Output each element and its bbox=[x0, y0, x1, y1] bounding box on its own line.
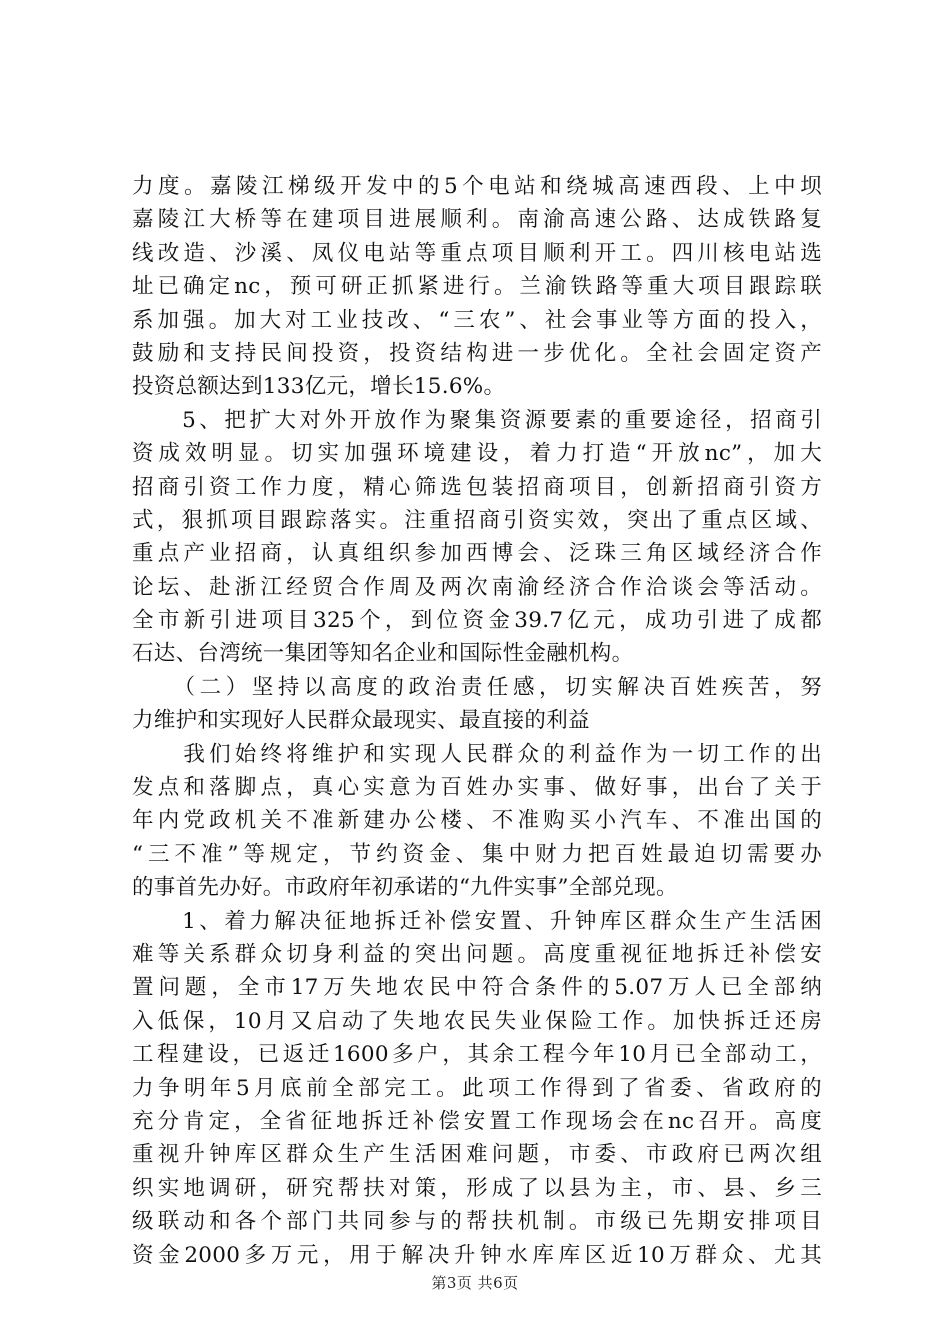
text-line: 织实地调研，研究帮扶对策，形成了以县为主，市、县、乡三 bbox=[132, 1175, 822, 1201]
text-line: 的事首先办好。市政府年初承诺的“九件实事”全部兑现。 bbox=[132, 875, 678, 901]
text-line: 置问题，全市17万失地农民中符合条件的5.07万人已全部纳 bbox=[132, 975, 822, 1001]
text-line: 难等关系群众切身利益的突出问题。高度重视征地拆迁补偿安 bbox=[132, 941, 822, 967]
text-line: 址已确定nc，预可研正抓紧进行。兰渝铁路等重大项目跟踪联 bbox=[132, 274, 822, 300]
text-line: 入低保，10月又启动了失地农民失业保险工作。加快拆迁还房 bbox=[132, 1008, 822, 1034]
text-line: 招商引资工作力度，精心筛选包装招商项目，创新招商引资方 bbox=[132, 474, 822, 500]
text-line: 重视升钟库区群众生产生活困难问题，市委、市政府已两次组 bbox=[132, 1142, 822, 1168]
text-line: 石达、台湾统一集团等知名企业和国际性金融机构。 bbox=[132, 641, 634, 667]
text-line: 嘉陵江大桥等在建项目进展顺利。南渝高速公路、达成铁路复 bbox=[132, 207, 822, 233]
text-line: 发点和落脚点，真心实意为百姓办实事、做好事，出台了关于 bbox=[132, 775, 822, 801]
page-number-footer: 第3页 共6页 bbox=[431, 1274, 519, 1292]
text-line: “三不准”等规定，节约资金、集中财力把百姓最迫切需要办 bbox=[132, 841, 822, 867]
text-line: 级联动和各个部门共同参与的帮扶机制。市级已先期安排项目 bbox=[132, 1209, 822, 1235]
text-line: 资成效明显。切实加强环境建设，着力打造“开放nc”，加大 bbox=[132, 441, 822, 467]
text-line: 1、着力解决征地拆迁补偿安置、升钟库区群众生产生活困 bbox=[132, 908, 822, 934]
text-line: 重点产业招商，认真组织参加西博会、泛珠三角区域经济合作 bbox=[132, 541, 822, 567]
document-body bbox=[132, 170, 822, 1272]
text-line: 全市新引进项目325个，到位资金39.7亿元，成功引进了成都 bbox=[132, 608, 822, 634]
text-line: 系加强。加大对工业技改、“三农”、社会事业等方面的投入， bbox=[132, 307, 822, 333]
text-line: 线改造、沙溪、凤仪电站等重点项目顺利开工。四川核电站选 bbox=[132, 240, 822, 266]
text-line: 资金2000多万元，用于解决升钟水库库区近10万群众、尤其 bbox=[132, 1242, 822, 1268]
text-line: 力度。嘉陵江梯级开发中的5个电站和绕城高速西段、上中坝 bbox=[132, 174, 822, 199]
text-line: 充分肯定，全省征地拆迁补偿安置工作现场会在nc召开。高度 bbox=[132, 1108, 822, 1134]
text-line: 论坛、赴浙江经贸合作周及两次南渝经济合作洽谈会等活动。 bbox=[132, 574, 822, 600]
section-heading-line: 力维护和实现好人民群众最现实、最直接的利益 bbox=[132, 708, 590, 734]
text-line: 式，狠抓项目跟踪落实。注重招商引资实效，突出了重点区域、 bbox=[132, 507, 822, 533]
text-line: 年内党政机关不准新建办公楼、不准购买小汽车、不准出国的 bbox=[132, 808, 822, 834]
text-line: 工程建设，已返迁1600多户，其余工程今年10月已全部动工， bbox=[132, 1042, 822, 1068]
text-line: 5、把扩大对外开放作为聚集资源要素的重要途径，招商引 bbox=[132, 407, 822, 433]
text-line: 鼓励和支持民间投资，投资结构进一步优化。全社会固定资产 bbox=[132, 340, 822, 366]
text-line: 我们始终将维护和实现人民群众的利益作为一切工作的出 bbox=[132, 741, 822, 767]
section-heading-line: （二）坚持以高度的政治责任感，切实解决百姓疾苦，努 bbox=[132, 674, 822, 700]
text-line: 力争明年5月底前全部完工。此项工作得到了省委、省政府的 bbox=[132, 1075, 822, 1101]
text-line: 投资总额达到133亿元，增长15.6%。 bbox=[132, 374, 506, 400]
